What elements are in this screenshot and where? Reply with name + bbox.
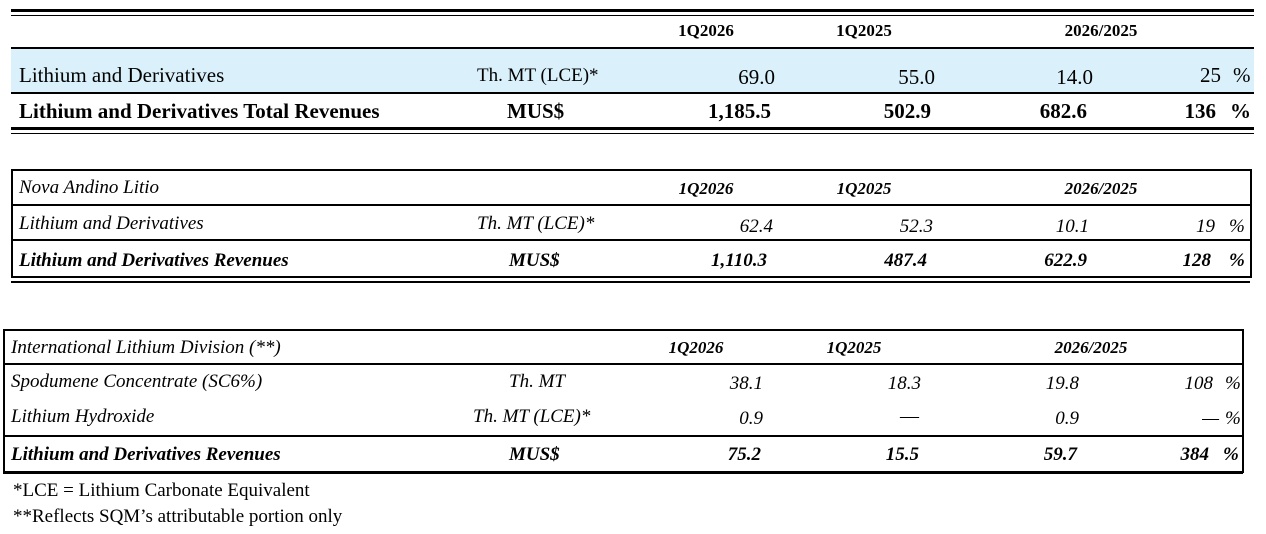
row-unit: MUS$ <box>509 444 560 465</box>
top-rule-thin <box>11 15 1254 16</box>
pct-unit: % <box>1233 63 1251 87</box>
pct-unit: % <box>1223 444 1239 465</box>
value-pct: 136 <box>1184 99 1216 123</box>
pct-unit: % <box>1225 408 1241 429</box>
row-unit: Th. MT <box>509 371 565 392</box>
value-diff: 0.9 <box>1055 408 1079 429</box>
col-header-1q2025: 1Q2025 <box>836 179 892 198</box>
pct-unit: % <box>1230 99 1251 123</box>
row-unit: Th. MT (LCE)* <box>477 65 599 86</box>
value-1q2026: 1,110.3 <box>711 250 767 271</box>
value-1q2025: 18.3 <box>887 373 921 394</box>
value-pct: 384 <box>1180 444 1209 465</box>
bottom-rule-thin <box>11 281 1250 283</box>
value-diff: 622.9 <box>1044 250 1087 271</box>
row-divider <box>3 435 1243 437</box>
value-pct: 128 <box>1182 250 1211 271</box>
value-1q2025: 52.3 <box>899 216 933 237</box>
footnote-lce: *LCE = Lithium Carbonate Equivalent <box>13 480 310 501</box>
row-unit: MUS$ <box>507 99 565 123</box>
col-header-1q2026: 1Q2026 <box>668 338 724 357</box>
col-header-2026-2025: 2026/2025 <box>1064 21 1138 40</box>
value-diff: 14.0 <box>1056 65 1093 89</box>
col-header-1q2026: 1Q2026 <box>678 179 734 198</box>
col-header-2026-2025: 2026/2025 <box>1064 179 1138 198</box>
header-rule <box>11 47 1254 49</box>
value-pct: 19 <box>1196 216 1215 237</box>
value-1q2025: — <box>900 406 919 427</box>
col-header-1q2025: 1Q2025 <box>836 21 892 40</box>
value-pct: 25 <box>1200 63 1221 87</box>
value-1q2026: 38.1 <box>729 373 763 394</box>
value-1q2025: 487.4 <box>884 250 927 271</box>
row-label: Lithium and Derivatives Revenues <box>11 444 281 465</box>
row-divider <box>11 204 1250 206</box>
col-header-2026-2025: 2026/2025 <box>1054 338 1128 357</box>
row-label: Spodumene Concentrate (SC6%) <box>11 371 263 392</box>
nova-andino-table <box>11 169 1253 285</box>
value-diff: 19.8 <box>1045 373 1079 394</box>
value-diff: 10.1 <box>1055 216 1089 237</box>
value-pct: — <box>1202 408 1219 429</box>
row-divider <box>11 92 1254 94</box>
row-unit: MUS$ <box>509 250 560 271</box>
international-lithium-table <box>3 329 1246 477</box>
value-1q2026: 0.9 <box>739 408 763 429</box>
value-diff: 682.6 <box>1039 99 1087 123</box>
bottom-rule <box>11 127 1254 130</box>
row-divider <box>11 239 1250 241</box>
row-divider <box>3 363 1243 365</box>
bottom-rule-thin <box>3 472 1243 474</box>
row-label: Lithium and Derivatives Total Revenues <box>19 99 380 123</box>
value-1q2026: 75.2 <box>727 444 761 465</box>
pct-unit: % <box>1229 216 1245 237</box>
row-unit: Th. MT (LCE)* <box>473 406 591 427</box>
row-label: Lithium Hydroxide <box>11 406 155 427</box>
pct-unit: % <box>1229 250 1245 271</box>
row-label: Lithium and Derivatives <box>19 63 225 87</box>
value-1q2026: 62.4 <box>739 216 773 237</box>
row-label: Lithium and Derivatives Revenues <box>19 250 289 271</box>
pct-unit: % <box>1225 373 1241 394</box>
value-1q2025: 55.0 <box>898 65 935 89</box>
value-1q2026: 69.0 <box>738 65 775 89</box>
value-1q2025: 502.9 <box>883 99 931 123</box>
value-1q2026: 1,185.5 <box>708 99 771 123</box>
bottom-rule-thin <box>11 133 1254 134</box>
lithium-total-table <box>11 9 1254 139</box>
value-1q2025: 15.5 <box>885 444 919 465</box>
value-diff: 59.7 <box>1043 444 1077 465</box>
col-header-1q2025: 1Q2025 <box>826 338 882 357</box>
footnote-attributable: **Reflects SQM’s attributable portion only <box>13 506 343 527</box>
value-pct: 108 <box>1184 373 1213 394</box>
row-unit: Th. MT (LCE)* <box>477 213 595 234</box>
top-rule <box>11 9 1254 12</box>
table-title: International Lithium Division (**) <box>11 337 281 358</box>
table-title: Nova Andino Litio <box>19 177 160 198</box>
col-header-1q2026: 1Q2026 <box>678 21 734 40</box>
row-label: Lithium and Derivatives <box>19 213 204 234</box>
